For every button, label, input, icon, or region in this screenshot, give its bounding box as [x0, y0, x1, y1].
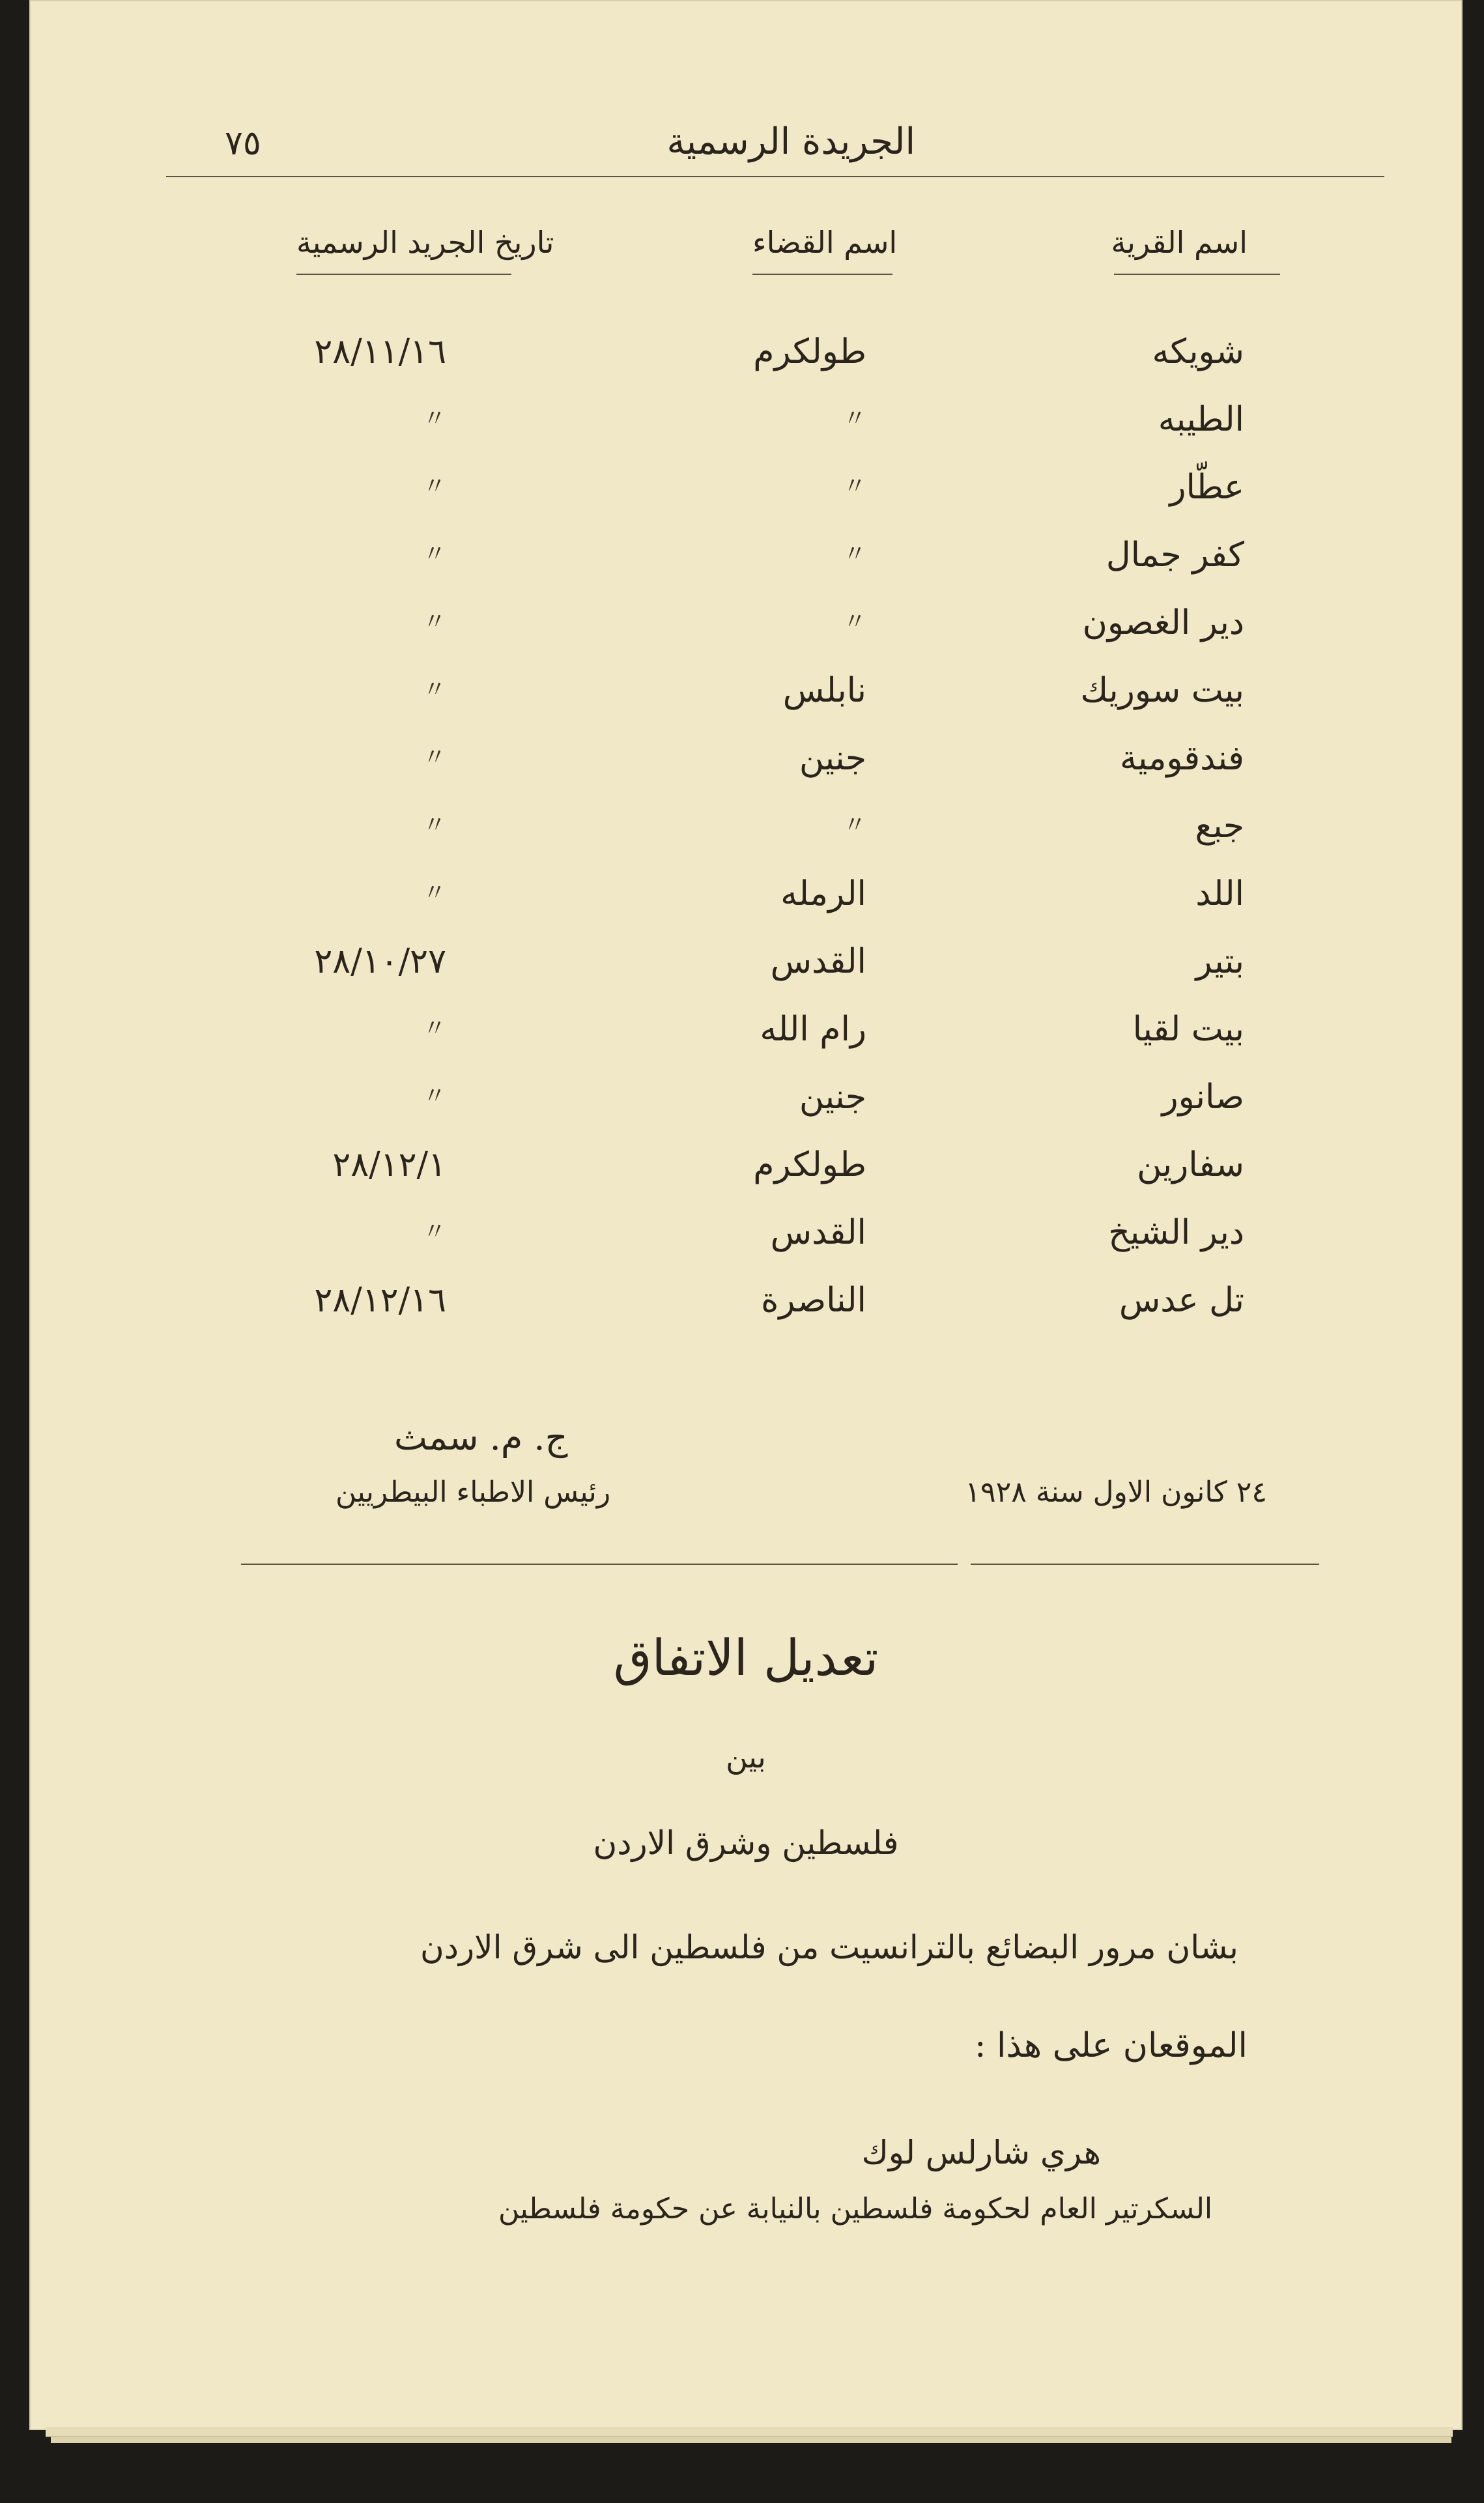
village-name: الطيبه: [1158, 400, 1244, 439]
district-name: جنين: [799, 739, 866, 778]
section-divider-right: [971, 1564, 1319, 1565]
ditto-mark: 〃: [842, 405, 866, 432]
column-header-village: اسم القرية: [1111, 225, 1248, 260]
ditto-mark: 〃: [422, 1015, 446, 1042]
signatory-title: رئيس الاطباء البيطريين: [335, 1476, 611, 1509]
gazette-page: [29, 0, 1463, 2430]
district-name: طولكرم: [753, 1145, 866, 1184]
village-name: اللد: [1195, 874, 1244, 913]
ditto-mark: 〃: [422, 744, 446, 771]
gazette-date: ٢٨/١٢/١٦: [314, 1281, 446, 1320]
header-rule: [166, 176, 1384, 177]
agreement-title: تعديل الاتفاق: [613, 1629, 879, 1687]
agreement-between: بين: [726, 1739, 766, 1775]
district-header-underline: [752, 274, 892, 275]
agreement-signatory-title: السكرتير العام لحكومة فلسطين بالنيابة عن حكومة فلسطين: [498, 2192, 1213, 2225]
village-name: دير الشيخ: [1108, 1213, 1244, 1252]
district-name: طولكرم: [753, 332, 866, 371]
village-name: شويكه: [1152, 332, 1244, 371]
table-row: [29, 1213, 1463, 1281]
village-header-underline: [1114, 274, 1280, 275]
table-row: [29, 739, 1463, 807]
district-name: جنين: [799, 1078, 866, 1117]
ditto-mark: 〃: [422, 880, 446, 906]
village-name: كفر جمال: [1106, 536, 1244, 575]
village-name: جبع: [1195, 807, 1244, 846]
table-row: [29, 1078, 1463, 1145]
district-name: رام الله: [760, 1010, 866, 1049]
page-edge-lower: [51, 2437, 1451, 2443]
page-edge: [46, 2427, 1453, 2437]
village-name: صانور: [1162, 1078, 1244, 1117]
village-name: دير الغصون: [1082, 603, 1244, 642]
agreement-parties: فلسطين وشرق الاردن: [593, 1824, 899, 1862]
ditto-mark: 〃: [422, 541, 446, 567]
table-row: [29, 468, 1463, 536]
village-name: عطّار: [1169, 468, 1244, 507]
ditto-mark: 〃: [422, 608, 446, 635]
table-row: [29, 1010, 1463, 1078]
agreement-subject: بشان مرور البضائع بالترانسيت من فلسطين الى شرق الاردن: [420, 1928, 1238, 1966]
district-name: نابلس: [782, 671, 866, 710]
running-title: الجريدة الرسمية: [666, 121, 915, 163]
table-row: [29, 1145, 1463, 1213]
date-header-underline: [296, 274, 511, 275]
notice-date: ٢٤ كانون الاول سنة ١٩٢٨: [965, 1476, 1267, 1509]
table-row: [29, 942, 1463, 1010]
ditto-mark: 〃: [842, 812, 866, 838]
ditto-mark: 〃: [422, 812, 446, 838]
agreement-signatory-name: هري شارلس لوك: [861, 2134, 1101, 2171]
ditto-mark: 〃: [422, 1083, 446, 1109]
gazette-date: ٢٨/١١/١٦: [314, 332, 446, 371]
table-row: [29, 807, 1463, 874]
district-name: الناصرة: [761, 1281, 866, 1320]
village-name: بيت لقيا: [1132, 1010, 1244, 1049]
gazette-date: ٢٨/١٢/١: [332, 1145, 446, 1184]
village-name: فندقومية: [1120, 739, 1244, 778]
section-divider-left: [241, 1564, 958, 1565]
ditto-mark: 〃: [842, 541, 866, 567]
village-name: بيت سوريك: [1080, 671, 1244, 710]
table-row: [29, 874, 1463, 942]
signatory-name: ج. م. سمث: [394, 1417, 568, 1458]
ditto-mark: 〃: [842, 473, 866, 500]
column-header-date: تاريخ الجريد الرسمية: [296, 225, 554, 260]
table-row: [29, 536, 1463, 603]
ditto-mark: 〃: [422, 676, 446, 703]
district-name: القدس: [770, 942, 866, 981]
ditto-mark: 〃: [422, 1218, 446, 1245]
ditto-mark: 〃: [842, 608, 866, 635]
table-row: [29, 603, 1463, 671]
village-name: بتير: [1195, 942, 1244, 981]
gazette-date: ٢٨/١٠/٢٧: [314, 942, 446, 981]
district-name: الرمله: [780, 874, 866, 913]
ditto-mark: 〃: [422, 405, 446, 432]
village-name: سفارين: [1137, 1145, 1244, 1184]
table-row: [29, 332, 1463, 400]
table-row: [29, 671, 1463, 739]
column-header-district: اسم القضاء: [752, 225, 898, 260]
page-number: ٧٥: [225, 124, 261, 163]
signatories-label: الموقعان على هذا :: [974, 2026, 1248, 2065]
ditto-mark: 〃: [422, 473, 446, 500]
village-name: تل عدس: [1119, 1281, 1244, 1320]
table-row: [29, 400, 1463, 468]
table-row: [29, 1281, 1463, 1349]
district-name: القدس: [770, 1213, 866, 1252]
